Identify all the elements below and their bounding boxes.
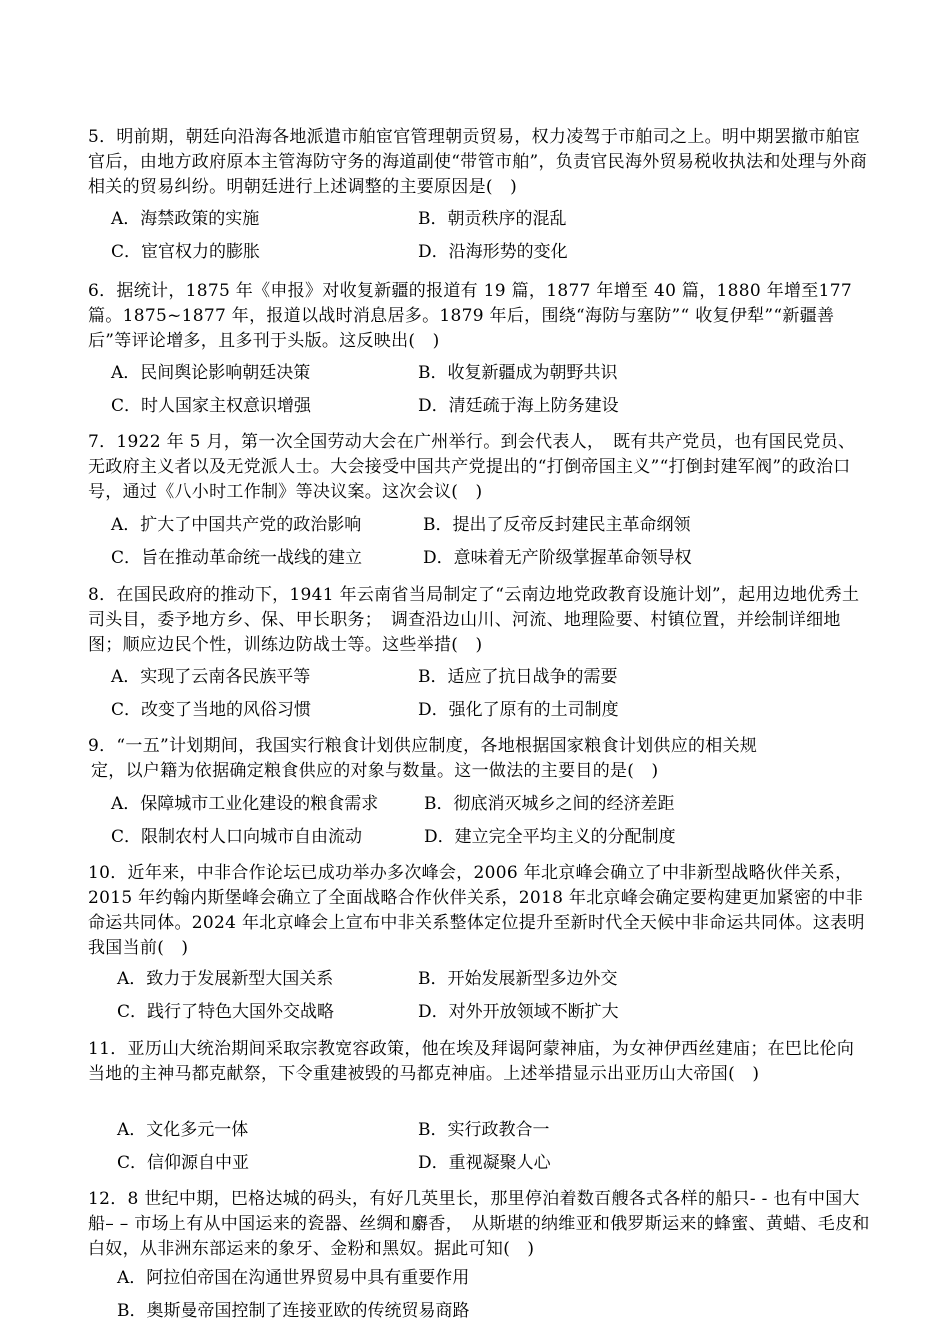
question-10-option-d: D．对外开放领域不断扩大	[418, 1002, 619, 1022]
question-9-option-d: D．建立完全平均主义的分配制度	[424, 827, 676, 847]
question-11-option-a: A．文化多元一体	[117, 1120, 249, 1140]
question-6-option-a: A．民间舆论影响朝廷决策	[111, 363, 311, 383]
question-9-stem-line2: 定，以户籍为依据确定粮食供应的对象与数量。这一做法的主要目的是( )	[91, 761, 659, 781]
question-7-option-b: B．提出了反帝反封建民主革命纲领	[423, 515, 691, 535]
question-8-option-b: B．适应了抗日战争的需要	[418, 667, 618, 687]
question-7-option-d: D．意味着无产阶级掌握革命领导权	[423, 548, 692, 568]
question-6-stem: 6．据统计，1875 年《申报》对收复新疆的报道有 19 篇，1877 年增至 40 篇，1880 年增至177 篇。1875~1877 年，报道以战时消息居多。1879 年后，围绕“海防与塞防”“ 收复伊犁”“新疆善后”等评论增多，且多刊于头版。这反映出( )	[88, 281, 852, 351]
question-10-stem: 10．近年来，中非合作论坛已成功举办多次峰会，2006 年北京峰会确立了中非新型战略伙伴关系，2015 年约翰内斯堡峰会确立了全面战略合作伙伴关系，2018 年北京峰会确定要构建更加紧密的中非命运共同体。2024 年北京峰会上宣布中非关系整体定位提升至新时代全天候中非命运共同体。这表明我国当前( )	[88, 863, 865, 958]
question-12-option-b: B．奥斯曼帝国控制了连接亚欧的传统贸易商路	[117, 1301, 470, 1321]
question-6-option-c: C．时人国家主权意识增强	[111, 396, 312, 416]
question-11-option-d: D．重视凝聚人心	[418, 1153, 551, 1173]
question-7-option-a: A．扩大了中国共产党的政治影响	[111, 515, 362, 535]
question-8-option-a: A．实现了云南各民族平等	[111, 667, 311, 687]
question-11-option-b: B．实行政教合一	[418, 1120, 550, 1140]
question-12-stem: 12．8 世纪中期，巴格达城的码头，有好几英里长，那里停泊着数百艘各式各样的船只- - 也有中国大船– – 市场上有从中国运来的瓷器、丝绸和麝香， 从斯堪的纳维亚和俄罗斯运来的蜂蜜、黄蜡、毛皮和白奴，从非洲东部运来的象牙、金粉和黑奴。据此可知( )	[88, 1189, 870, 1259]
question-8-option-d: D．强化了原有的土司制度	[418, 700, 619, 720]
question-5-option-d: D．沿海形势的变化	[418, 242, 568, 262]
question-11-stem: 11．亚历山大统治期间采取宗教宽容政策，他在埃及拜谒阿蒙神庙，为女神伊西丝建庙；在巴比伦向当地的主神马都克献祭，下令重建被毁的马都克神庙。上述举措显示出亚历山大帝国( )	[88, 1039, 855, 1084]
question-7-option-c: C．旨在推动革命统一战线的建立	[111, 548, 363, 568]
question-10-option-c: C．践行了特色大国外交战略	[117, 1002, 335, 1022]
question-5-option-a: A．海禁政策的实施	[111, 209, 260, 229]
question-12-option-a: A．阿拉伯帝国在沟通世界贸易中具有重要作用	[117, 1268, 470, 1288]
question-9-option-b: B．彻底消灭城乡之间的经济差距	[424, 794, 675, 814]
question-10-option-b: B．开始发展新型多边外交	[418, 969, 618, 989]
question-5-option-c: C．宦官权力的膨胀	[111, 242, 261, 262]
question-9-option-c: C．限制农村人口向城市自由流动	[111, 827, 363, 847]
question-10-option-a: A．致力于发展新型大国关系	[117, 969, 334, 989]
question-7-stem: 7．1922 年 5 月，第一次全国劳动大会在广州举行。到会代表人， 既有共产党员，也有国民党员、无政府主义者以及无党派人士。大会接受中国共产党提出的“打倒帝国主义”“打倒封建军阀”的政治口号，通过《八小时工作制》等决议案。这次会议( )	[88, 432, 856, 502]
question-5-option-b: B．朝贡秩序的混乱	[418, 209, 567, 229]
question-9-stem-line1: 9．“一五”计划期间，我国实行粮食计划供应制度，各地根据国家粮食计划供应的相关规	[88, 736, 758, 756]
question-5-stem: 5．明前期，朝廷向沿海各地派遣市舶宦官管理朝贡贸易，权力凌驾于市舶司之上。明中期罢撤市舶宦官后，由地方政府原本主管海防守务的海道副使“带管市舶”，负责官民海外贸易税收执法和处理与外商相关的贸易纠纷。明朝廷进行上述调整的主要原因是( )	[88, 127, 868, 197]
question-11-option-c: C．信仰源自中亚	[117, 1153, 250, 1173]
question-8-stem: 8．在国民政府的推动下，1941 年云南省当局制定了“云南边地党政教育设施计划”，起用边地优秀土司头目，委予地方乡、保、甲长职务； 调查沿边山川、河流、地理险要、村镇位置，并绘制详细地图；顺应边民个性，训练边防战士等。这些举措( )	[88, 585, 860, 655]
question-6-option-d: D．清廷疏于海上防务建设	[418, 396, 619, 416]
question-9-option-a: A．保障城市工业化建设的粮食需求	[111, 794, 379, 814]
question-8-option-c: C．改变了当地的风俗习惯	[111, 700, 312, 720]
question-6-option-b: B．收复新疆成为朝野共识	[418, 363, 618, 383]
